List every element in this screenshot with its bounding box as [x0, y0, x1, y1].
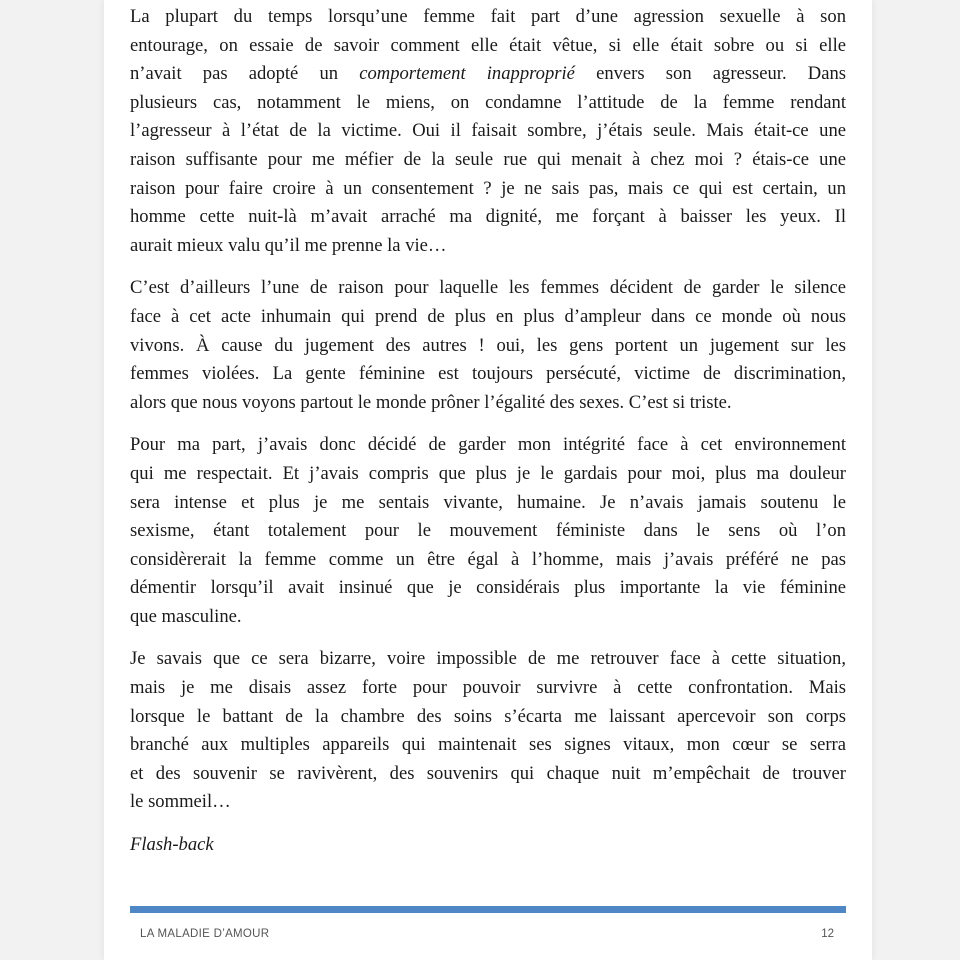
paragraph — [130, 274, 846, 417]
body-text — [130, 3, 846, 860]
text-line: raison pour faire croire à un consentement ? je ne sais pas, mais ce qui est certain, un — [130, 177, 846, 199]
text-line: raison suffisante pour me méfier de la seule rue qui menait à chez moi ? étais-ce une — [130, 148, 846, 170]
footer-rule — [130, 906, 846, 913]
footer-page-number: 12 — [821, 928, 834, 940]
text-line: plusieurs cas, notamment le miens, on condamne l’attitude de la femme rendant — [130, 91, 846, 113]
footer-book-title: LA MALADIE D’AMOUR — [140, 928, 270, 940]
document-page — [104, 0, 872, 960]
paragraph — [130, 3, 846, 260]
flashback-heading: Flash-back — [130, 834, 214, 856]
text-line: sera intense et plus je me sentais vivante, humaine. Je n’avais jamais soutenu le — [130, 491, 846, 513]
paragraph — [130, 645, 846, 817]
text-line: mais je me disais assez forte pour pouvoir survivre à cette confrontation. Mais — [130, 677, 846, 699]
text-line: démentir lorsqu’il avait insinué que je considérais plus importante la vie féminine — [130, 577, 846, 599]
text-line: femmes violées. La gente féminine est toujours persécuté, victime de discrimination, — [130, 363, 846, 385]
text-line: face à cet acte inhumain qui prend de plus en plus d’ampleur dans ce monde où nous — [130, 305, 846, 327]
text-line: considèrerait la femme comme un être égal à l’homme, mais j’avais préféré ne pas — [130, 548, 846, 570]
paragraph — [130, 431, 846, 631]
text-line: l’agresseur à l’état de la victime. Oui il faisait sombre, j’étais seule. Mais était-ce une — [130, 120, 846, 142]
text-line: Pour ma part, j’avais donc décidé de garder mon intégrité face à cet environnement — [130, 434, 846, 456]
text-line: homme cette nuit-là m’avait arraché ma dignité, me forçant à baisser les yeux. Il — [130, 206, 846, 228]
text-line: et des souvenir se ravivèrent, des souvenirs qui chaque nuit m’empêchait de trouver — [130, 762, 846, 784]
text-line: sexisme, étant totalement pour le mouvement féministe dans le sens où l’on — [130, 520, 846, 542]
text-line: alors que nous voyons partout le monde prôner l’égalité des sexes. C’est si triste. — [130, 391, 732, 413]
text-line: La plupart du temps lorsqu’une femme fait part d’une agression sexuelle à son — [130, 6, 846, 27]
text-line: qui me respectait. Et j’avais compris que plus je le gardais pour moi, plus ma douleur — [130, 462, 846, 484]
emphasized-text: comportement inapproprié — [359, 63, 575, 85]
text-line: entourage, on essaie de savoir comment elle était vêtue, si elle était sobre ou si elle — [130, 34, 846, 56]
text-line: C’est d’ailleurs l’une de raison pour laquelle les femmes décident de garder le silence — [130, 277, 846, 299]
text-line: Je savais que ce sera bizarre, voire impossible de me retrouver face à cette situation, — [130, 648, 846, 670]
text-line: le sommeil… — [130, 791, 231, 813]
text-line: n’avait pas adopté un comportement inapproprié envers son agresseur. Dans — [130, 63, 846, 85]
text-line: vivons. À cause du jugement des autres ! oui, les gens portent un jugement sur les — [130, 334, 846, 356]
text-line: lorsque le battant de la chambre des soins s’écarta me laissant apercevoir son corps — [130, 705, 846, 727]
paragraphs-container — [130, 3, 846, 817]
text-line: que masculine. — [130, 605, 242, 627]
text-line: aurait mieux valu qu’il me prenne la vie… — [130, 234, 447, 256]
text-line: branché aux multiples appareils qui maintenait ses signes vitaux, mon cœur se serra — [130, 734, 846, 756]
